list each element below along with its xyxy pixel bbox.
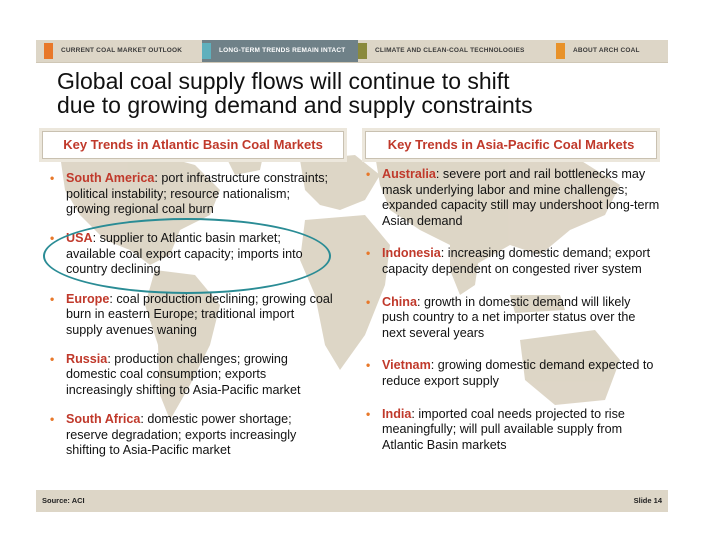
list-item-russia — [49, 352, 334, 399]
asia-pacific-header: Key Trends in Asia-Pacific Coal Markets — [365, 131, 657, 159]
list-item-vietnam — [365, 358, 660, 389]
bullet-icon: • — [366, 246, 371, 261]
tab-about-arch-coal[interactable] — [556, 40, 668, 62]
bullet-icon: • — [50, 291, 55, 306]
slide-number: Slide 14 — [633, 496, 662, 505]
region-name: Australia — [382, 167, 436, 181]
bullet-icon: • — [366, 358, 371, 373]
region-name: China — [382, 294, 417, 309]
region-name: Russia — [66, 351, 108, 366]
slide-title — [57, 69, 657, 117]
usa-highlight-ellipse — [43, 218, 331, 294]
region-text: : imported coal needs projected to rise meaningfully; will pull available supply from Atlantic Basin markets — [382, 406, 625, 452]
tab-label: CLIMATE AND CLEAN-COAL TECHNOLOGIES — [375, 47, 525, 54]
tab-marker — [202, 43, 211, 59]
region-text: : supplier to Atlantic basin market; available coal export capacity; imports into country declining — [66, 231, 303, 277]
region-name: USA — [66, 231, 93, 246]
list-item-europe — [49, 292, 334, 339]
footer-bar — [36, 490, 668, 512]
region-name: India — [382, 406, 412, 421]
region-text: : increasing domestic demand; export capacity dependent on congested river system — [382, 246, 651, 276]
tab-marker — [44, 43, 53, 59]
bullet-icon: • — [50, 231, 55, 246]
list-item-china — [365, 295, 660, 342]
tab-label: LONG-TERM TRENDS REMAIN INTACT — [219, 47, 346, 54]
tab-current-coal-market-outlook[interactable] — [44, 40, 202, 62]
asia-pacific-list — [365, 167, 660, 470]
source-note: Source: ACI — [42, 496, 85, 505]
list-item-south-africa — [49, 412, 334, 459]
top-nav-bar — [36, 40, 668, 63]
atlantic-basin-list — [49, 171, 334, 472]
title-line-2: due to growing demand and supply constraints — [57, 92, 533, 118]
bullet-icon: • — [366, 406, 371, 421]
region-name: Indonesia — [382, 246, 441, 261]
region-text: : production challenges; growing domestic coal consumption; exports increasingly shifting to Asia-Pacific market — [66, 351, 301, 398]
bullet-icon: • — [50, 351, 55, 366]
tab-label: CURRENT COAL MARKET OUTLOOK — [61, 47, 183, 54]
bullet-icon: • — [50, 412, 55, 427]
list-item-south-america — [49, 171, 334, 218]
list-item-indonesia — [365, 246, 660, 277]
atlantic-basin-header: Key Trends in Atlantic Basin Coal Markets — [42, 131, 344, 159]
region-name: South Africa — [66, 412, 141, 427]
tab-climate-clean-coal[interactable] — [358, 40, 556, 62]
list-item-india — [365, 407, 660, 454]
region-text: : growing domestic demand expected to reduce export supply — [382, 358, 654, 388]
region-text: : coal production declining; growing coal burn in eastern Europe; traditional import supply avenues waning — [66, 291, 333, 337]
region-text: : domestic power shortage; reserve degradation; exports increasingly shifting to Asia-Pacific market — [66, 412, 297, 458]
tab-long-term-trends[interactable] — [202, 40, 358, 62]
region-text: : growth in domestic demand will likely push country to a net importer status over the next several years — [382, 294, 636, 340]
list-item-australia — [365, 167, 660, 229]
bullet-icon: • — [50, 171, 55, 185]
region-name: Vietnam — [382, 358, 431, 373]
region-name: South America — [66, 171, 155, 185]
region-text: : severe port and rail bottlenecks may mask underlying labor and mine challenges; expanded capacity still may undershoot long-term Asian demand — [382, 167, 660, 228]
region-text: : port infrastructure constraints; political instability; resource nationalism; growing regional coal burn — [66, 171, 329, 217]
bullet-icon: • — [366, 294, 371, 309]
bullet-icon: • — [366, 167, 371, 181]
region-name: Europe — [66, 291, 110, 306]
tab-label: ABOUT ARCH COAL — [573, 47, 640, 54]
tab-marker — [358, 43, 367, 59]
tab-marker — [556, 43, 565, 59]
title-line-1: Global coal supply flows will continue to shift — [57, 68, 510, 94]
